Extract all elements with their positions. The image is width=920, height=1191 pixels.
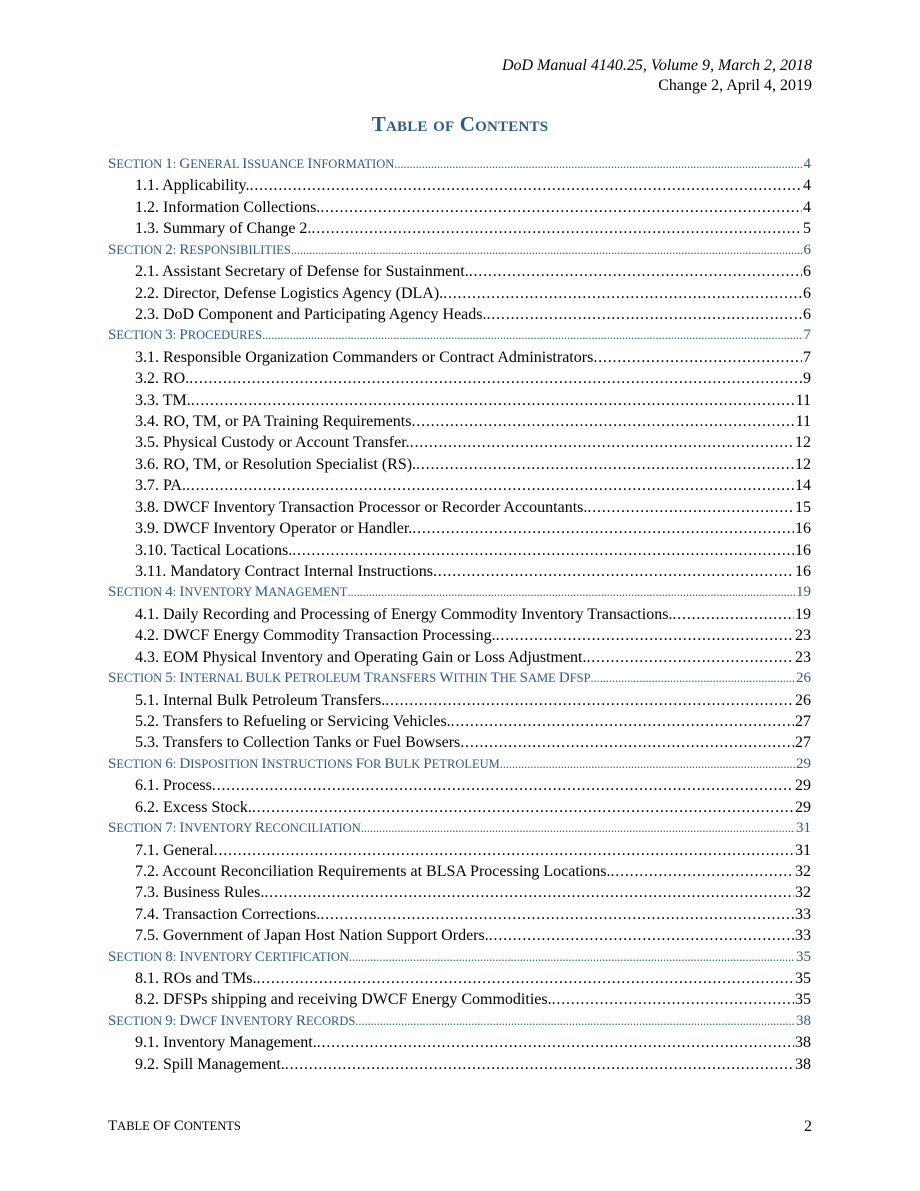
toc-entry-label: 3.4. RO, TM, or PA Training Requirements	[135, 413, 412, 431]
toc-entry-label: 2.2. Director, Defense Logistics Agency (DLA).	[135, 284, 444, 302]
toc-item-entry[interactable]	[108, 906, 811, 927]
toc-item-entry[interactable]	[108, 734, 811, 755]
toc-dot-leader	[317, 1034, 794, 1052]
toc-item-entry[interactable]	[108, 520, 811, 541]
toc-page-number: 31	[796, 820, 811, 837]
toc-entry-label: 7.3. Business Rules.	[135, 884, 265, 902]
toc-dot-leader	[410, 434, 794, 452]
toc-page-number: 16	[795, 541, 811, 559]
header-manual-line: DoD Manual 4140.25, Volume 9, March 2, 2018	[501, 57, 812, 74]
toc-section-entry[interactable]	[108, 670, 811, 691]
toc-dot-leader	[191, 392, 795, 410]
toc-entry-label: 8.2. DFSPs shipping and receiving DWCF Energy Commodities.	[135, 991, 552, 1009]
document-header	[502, 56, 812, 96]
toc-entry-label: 3.1. Responsible Organization Commanders or Contract Administrators	[135, 348, 594, 366]
toc-page-number: 35	[796, 948, 811, 965]
toc-item-entry[interactable]	[108, 542, 811, 563]
toc-entry-label: 1.1. Applicability.	[135, 177, 250, 195]
toc-entry-label: SECTION 2: RESPONSIBILITIES	[108, 241, 291, 258]
toc-dot-leader	[264, 884, 794, 902]
toc-entry-label: 4.3. EOM Physical Inventory and Operating Gain or Loss Adjustment.	[135, 648, 587, 666]
toc-entry-label: SECTION 7: INVENTORY RECONCILIATION	[108, 820, 361, 837]
toc-page-number: 11	[795, 391, 811, 409]
toc-entry-label: 3.9. DWCF Inventory Operator or Handler.	[135, 520, 413, 538]
toc-entry-label: 9.2. Spill Management.	[135, 1055, 285, 1073]
toc-item-entry[interactable]	[108, 499, 811, 520]
toc-dot-leader	[262, 328, 802, 343]
toc-dot-leader	[214, 842, 794, 860]
toc-page-number: 7	[803, 348, 811, 366]
toc-item-entry[interactable]	[108, 799, 811, 820]
toc-page-number: 23	[795, 648, 811, 666]
toc-entry-label: SECTION 9: DWCF INVENTORY RECORDS	[108, 1012, 356, 1029]
toc-page-number: 6	[803, 284, 811, 302]
toc-entry-label: SECTION 3: PROCEDURES	[108, 327, 263, 344]
toc-dot-leader	[250, 177, 802, 195]
toc-entry-label: 5.2. Transfers to Refueling or Servicing Vehicles.	[135, 712, 451, 730]
toc-item-entry[interactable]	[108, 263, 811, 284]
toc-section-entry[interactable]	[108, 820, 811, 841]
toc-page-number: 38	[796, 1012, 811, 1029]
toc-entry-label: 7.4. Transaction Corrections.	[135, 905, 321, 923]
toc-dot-leader	[355, 1014, 795, 1029]
toc-dot-leader	[489, 927, 794, 945]
toc-page-number: 6	[803, 305, 811, 323]
toc-page-number: 27	[795, 712, 811, 730]
toc-dot-leader	[591, 671, 795, 686]
toc-item-entry[interactable]	[108, 863, 811, 884]
toc-dot-leader	[460, 734, 794, 752]
toc-entry-label: 7.1. General	[135, 841, 214, 859]
toc-dot-leader	[252, 799, 794, 817]
toc-entry-label: 3.11. Mandatory Contract Internal Instructions	[135, 563, 433, 581]
toc-page-number: 9	[803, 370, 811, 388]
toc-section-entry[interactable]	[108, 1013, 811, 1034]
toc-item-entry[interactable]	[108, 370, 811, 391]
toc-dot-leader	[587, 499, 794, 517]
toc-page-number: 38	[795, 1034, 811, 1052]
toc-entry-label: 3.7. PA.	[135, 477, 186, 495]
toc-dot-leader	[292, 542, 794, 560]
header-change-line: Change 2, April 4, 2019	[658, 77, 812, 94]
toc-page-number: 6	[803, 263, 811, 281]
toc-page-number: 16	[795, 520, 811, 538]
page-footer	[108, 1118, 812, 1136]
toc-page-number: 4	[803, 177, 811, 195]
toc-page-number: 32	[795, 884, 811, 902]
toc-entry-label: 3.8. DWCF Inventory Transaction Processor or Recorder Accountants.	[135, 498, 588, 516]
toc-entry-label: 8.1. ROs and TMs.	[135, 970, 257, 988]
toc-item-entry[interactable]	[108, 456, 811, 477]
toc-page-number: 4	[803, 156, 811, 172]
toc-item-entry[interactable]	[108, 563, 811, 584]
toc-entry-label: 1.3. Summary of Change 2.	[135, 220, 312, 238]
toc-entry-label: 6.1. Process	[135, 777, 212, 795]
toc-section-entry[interactable]	[108, 327, 811, 348]
toc-item-entry[interactable]	[108, 927, 811, 948]
toc-page-number: 29	[795, 798, 811, 816]
toc-dot-leader	[469, 263, 802, 281]
toc-page-number: 35	[795, 991, 811, 1009]
toc-dot-leader	[394, 157, 802, 172]
toc-item-entry[interactable]	[108, 199, 811, 220]
toc-entry-label: 2.3. DoD Component and Participating Agency Heads.	[135, 305, 487, 323]
toc-page-number: 31	[795, 841, 811, 859]
toc-item-entry[interactable]	[108, 177, 811, 198]
toc-item-entry[interactable]	[108, 477, 811, 498]
toc-dot-leader	[212, 777, 794, 795]
toc-dot-leader	[496, 627, 794, 645]
toc-dot-leader	[412, 520, 794, 538]
toc-item-entry[interactable]	[108, 220, 811, 241]
toc-dot-leader	[285, 1056, 794, 1074]
toc-item-entry[interactable]	[108, 285, 811, 306]
toc-dot-leader	[320, 906, 794, 924]
toc-entry-label: SECTION 6: DISPOSITION INSTRUCTIONS FOR BULK PETROLEUM	[108, 755, 500, 772]
toc-page-number: 4	[803, 198, 811, 216]
toc-dot-leader	[347, 585, 795, 600]
toc-entry-label: SECTION 4: INVENTORY MANAGEMENT	[108, 584, 348, 601]
toc-entry-label: 3.5. Physical Custody or Account Transfer.	[135, 434, 410, 452]
toc-entry-label: 3.2. RO.	[135, 370, 190, 388]
toc-dot-leader	[311, 220, 802, 238]
toc-entry-label: 5.1. Internal Bulk Petroleum Transfers.	[135, 691, 386, 709]
toc-dot-leader	[320, 199, 802, 217]
toc-dot-leader	[593, 349, 802, 367]
toc-dot-leader	[189, 370, 802, 388]
toc-entry-label: 3.6. RO, TM, or Resolution Specialist (RS).	[135, 455, 417, 473]
toc-page-number: 23	[795, 627, 811, 645]
toc-item-entry[interactable]	[108, 392, 811, 413]
toc-page-number: 11	[795, 413, 811, 431]
toc-page-number: 14	[795, 477, 811, 495]
toc-entry-label: 4.1. Daily Recording and Processing of Energy Commodity Inventory Transactions.	[135, 605, 673, 623]
toc-section-entry[interactable]	[108, 584, 811, 605]
toc-entry-label: SECTION 1: GENERAL ISSUANCE INFORMATION	[108, 156, 395, 172]
toc-page-number: 33	[795, 905, 811, 923]
toc-dot-leader	[451, 713, 794, 731]
toc-dot-leader	[186, 477, 794, 495]
toc-page-number: 27	[795, 734, 811, 752]
toc-item-entry[interactable]	[108, 434, 811, 455]
toc-item-entry[interactable]	[108, 1056, 811, 1077]
toc-dot-leader	[416, 456, 794, 474]
toc-page-number: 38	[795, 1055, 811, 1073]
toc-page-number: 12	[795, 434, 811, 452]
toc-section-entry[interactable]	[108, 949, 811, 970]
toc-dot-leader	[487, 306, 803, 324]
toc-entry-label: 3.3. TM.	[135, 391, 191, 409]
toc-entry-label: 7.5. Government of Japan Host Nation Support Orders.	[135, 927, 489, 945]
toc-page-number: 15	[795, 498, 811, 516]
toc-item-entry[interactable]	[108, 692, 811, 713]
toc-dot-leader	[672, 606, 794, 624]
toc-entry-label: 4.2. DWCF Energy Commodity Transaction Processing.	[135, 627, 496, 645]
toc-item-entry[interactable]	[108, 713, 811, 734]
toc-item-entry[interactable]	[108, 991, 811, 1012]
toc-page-number: 19	[795, 605, 811, 623]
footer-title: TABLE OF CONTENTS	[108, 1118, 241, 1134]
toc-dot-leader	[552, 991, 794, 1009]
toc-item-entry[interactable]	[108, 884, 811, 905]
toc-page-number: 32	[795, 862, 811, 880]
toc-entry-label: SECTION 5: INTERNAL BULK PETROLEUM TRANSFERS WITHIN THE SAME DFSP	[108, 670, 591, 687]
page-title: TABLE OF CONTENTS	[371, 112, 549, 136]
toc-dot-leader	[433, 563, 794, 581]
toc-page-number: 33	[795, 927, 811, 945]
toc-page-number: 5	[803, 220, 811, 238]
table-of-contents	[108, 156, 811, 1077]
toc-entry-label: 7.2. Account Reconciliation Requirements at BLSA Processing Locations.	[135, 862, 611, 880]
toc-item-entry[interactable]	[108, 606, 811, 627]
toc-entry-label: 3.10. Tactical Locations.	[135, 541, 293, 559]
toc-page-number: 7	[803, 327, 811, 344]
toc-dot-leader	[349, 950, 795, 965]
toc-dot-leader	[257, 970, 795, 988]
toc-page-number: 35	[795, 970, 811, 988]
toc-item-entry[interactable]	[108, 349, 811, 370]
toc-page-number: 26	[796, 670, 811, 687]
toc-dot-leader	[361, 821, 795, 836]
toc-section-entry[interactable]	[108, 156, 811, 177]
toc-item-entry[interactable]	[108, 627, 811, 648]
toc-dot-leader	[610, 863, 794, 881]
page-number: 2	[804, 1118, 812, 1135]
toc-item-entry[interactable]	[108, 842, 811, 863]
toc-dot-leader	[500, 757, 795, 772]
toc-page-number: 12	[795, 455, 811, 473]
toc-dot-leader	[291, 243, 803, 258]
toc-dot-leader	[587, 649, 795, 667]
toc-page-number: 16	[795, 563, 811, 581]
toc-item-entry[interactable]	[108, 970, 811, 991]
toc-entry-label: 2.1. Assistant Secretary of Defense for Sustainment.	[135, 263, 469, 281]
toc-page-number: 26	[795, 691, 811, 709]
toc-entry-label: SECTION 8: INVENTORY CERTIFICATION	[108, 948, 349, 965]
toc-item-entry[interactable]	[108, 777, 811, 798]
toc-entry-label: 1.2. Information Collections.	[135, 198, 321, 216]
toc-page-number: 19	[796, 584, 811, 601]
toc-page-number: 29	[796, 755, 811, 772]
toc-entry-label: 9.1. Inventory Management.	[135, 1034, 317, 1052]
toc-item-entry[interactable]	[108, 1034, 811, 1055]
toc-entry-label: 5.3. Transfers to Collection Tanks or Fuel Bowsers	[135, 734, 461, 752]
toc-dot-leader	[443, 285, 802, 303]
toc-dot-leader	[385, 692, 794, 710]
toc-section-entry[interactable]	[108, 756, 811, 777]
toc-entry-label: 6.2. Excess Stock.	[135, 798, 252, 816]
toc-page-number: 29	[795, 777, 811, 795]
toc-item-entry[interactable]	[108, 413, 811, 434]
toc-section-entry[interactable]	[108, 242, 811, 263]
toc-item-entry[interactable]	[108, 306, 811, 327]
toc-item-entry[interactable]	[108, 649, 811, 670]
toc-dot-leader	[411, 413, 794, 431]
toc-page-number: 6	[803, 241, 811, 258]
